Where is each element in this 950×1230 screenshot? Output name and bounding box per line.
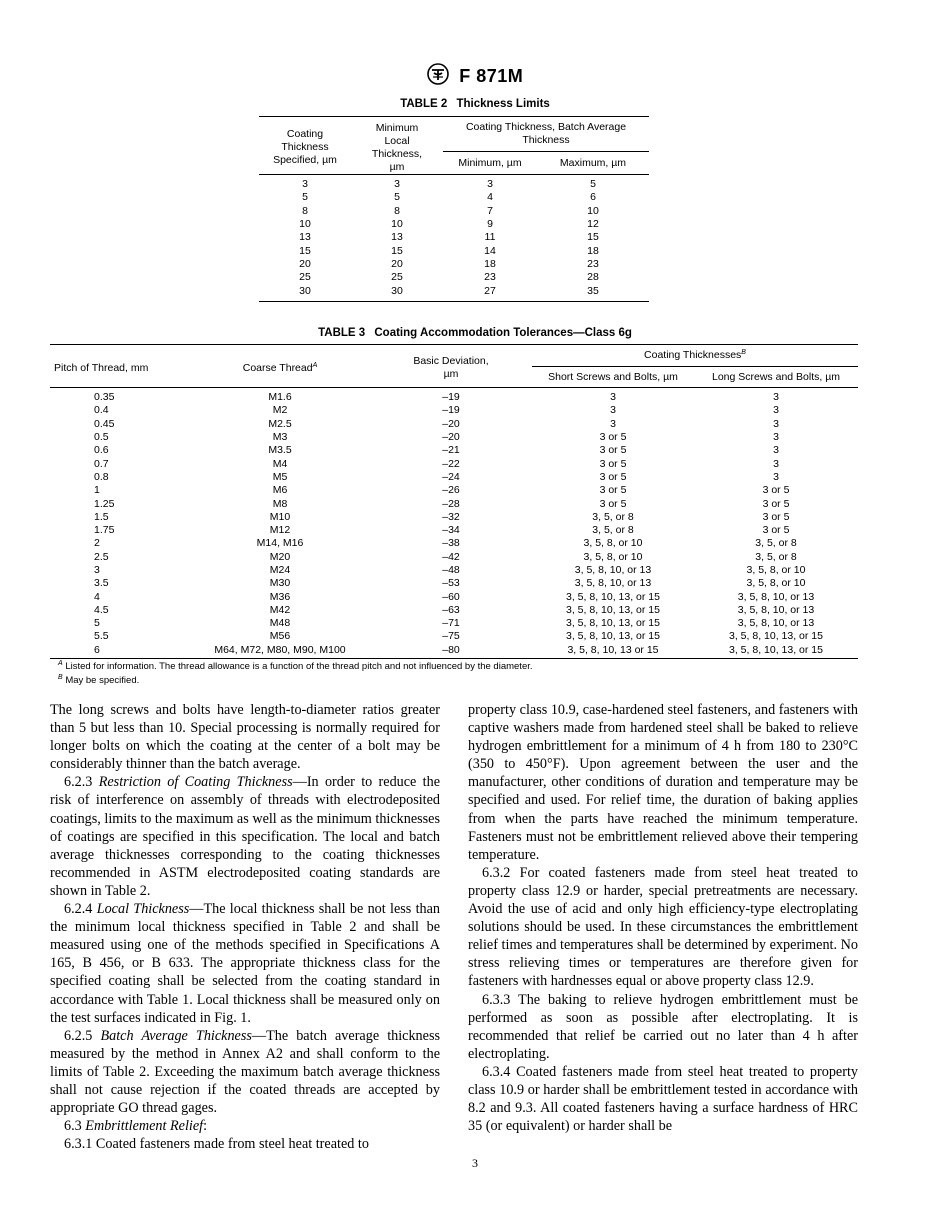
paragraph-6-3-1: 6.3.1 Coated fasteners made from steel heat treated to [64, 1136, 369, 1153]
table-cell: 3 [773, 470, 779, 483]
table-cell: 1.5 [94, 510, 109, 523]
table-cell: M8 [272, 497, 288, 510]
table-row [259, 258, 649, 271]
table-cell: 15 [587, 231, 599, 244]
table-cell: 20 [391, 257, 403, 270]
table-cell: 3, 5, 8, 10, 13, or 15 [729, 643, 823, 656]
table-cell: 0.8 [94, 470, 109, 483]
table-cell: M56 [269, 630, 291, 643]
body-left-column [50, 701, 440, 1153]
table-cell: M24 [269, 564, 291, 576]
table-cell: M3.5 [268, 444, 292, 457]
table-cell: 3, 5, 8, or 10 [583, 550, 643, 563]
table-row [50, 617, 858, 630]
table-cell: 23 [587, 257, 599, 270]
table-cell: 3 or 5 [762, 484, 790, 497]
table-row [50, 388, 858, 405]
table-cell: 3 or 5 [599, 444, 627, 457]
table-cell: 3 [94, 564, 100, 576]
table-cell: 3, 5, 8, 10, or 13 [574, 564, 652, 576]
table-cell: 5.5 [94, 630, 109, 643]
paragraph-6-3-4: 6.3.4 Coated fasteners made from steel heat treated to property class 10.9 or harder shall be embrittlement tested in accordance with 8.2 and 9.3. All coated fasteners having a surface hardness of HRC 35 (or equivalent) or harder shall be [468, 1063, 858, 1135]
table-row [50, 444, 858, 457]
table-row [50, 577, 858, 590]
paragraph-6-3-2: 6.3.2 For coated fasteners made from steel heat treated to property class 12.9 or harder, special pretreatments are necessary. Avoid the use of acid and only high efficiency-type electroplating solutions should be used. In these circumstances the embrittlement relief times and temperatures shall be determined by experiment. No stress relieving times or temperatures are therefore given for fasteners with hardnesses equal or above property class 12.9. [468, 864, 858, 990]
table-cell: 2.5 [94, 550, 109, 563]
table-cell: 3, 5, 8, 10, 13 or 15 [567, 643, 659, 656]
table-cell: 3 [610, 391, 616, 404]
table-cell: 3, 5, 8, 10, 13, or 15 [566, 617, 660, 630]
table-cell: 3, 5, 8, 10, 13, or 15 [566, 603, 660, 616]
table-cell: 5 [94, 617, 100, 630]
table-cell: 4 [94, 590, 100, 603]
table-cell: 5 [590, 178, 596, 191]
table-cell: 10 [391, 218, 403, 231]
table-cell: 0.5 [94, 431, 109, 444]
table-cell: M1.6 [268, 391, 292, 404]
table-cell: 3 or 5 [762, 524, 790, 537]
table-cell: M14, M16 [256, 537, 304, 550]
table-cell: 25 [391, 271, 403, 284]
table-cell: 3 [773, 417, 779, 430]
table-cell: 3, 5, 8, 10, or 13 [574, 577, 652, 590]
table3-footnote-a: $^A$ Listed for information. The thread allowance is a function of the thread pitch and not influenced by the diameter. [58, 660, 533, 672]
table-row [259, 191, 649, 204]
table-cell: –32 [442, 510, 460, 523]
table-cell: –22 [442, 457, 460, 470]
table-cell: 3, 5, 8, 10, 13, or 15 [729, 630, 823, 643]
table-cell: 3, 5, 8, 10, or 13 [737, 603, 815, 616]
table-cell: –42 [442, 550, 460, 563]
table3-header-short: Short Screws and Bolts, µm [548, 370, 678, 383]
table-cell: –19 [442, 404, 460, 417]
table-row [50, 524, 858, 537]
table3-header-coating-group: Coating Thicknesses$^B$ [532, 345, 858, 367]
table-cell: M5 [272, 470, 288, 483]
table-cell: 3 or 5 [599, 484, 627, 497]
table-cell: –63 [442, 603, 460, 616]
table-cell: –20 [442, 417, 460, 430]
table-cell: 2 [94, 537, 100, 550]
table2-thickness-limits [259, 116, 649, 302]
table-cell: 3 [773, 457, 779, 470]
table-row [259, 231, 649, 244]
table-cell: 3, 5, 8, or 10 [583, 537, 643, 550]
table-row [259, 175, 649, 192]
table2-number: TABLE 2 [400, 98, 448, 110]
table3-footnote-b: $^B$ May be specified. [58, 674, 140, 686]
table-cell: 10 [299, 218, 311, 231]
table-cell: –24 [442, 470, 460, 483]
table-cell: 8 [302, 204, 308, 217]
table-cell: 11 [484, 231, 496, 244]
table3-number: TABLE 3 [318, 327, 366, 339]
page-header [0, 63, 950, 90]
table-cell: M2.5 [268, 417, 292, 430]
table-cell: –60 [442, 590, 460, 603]
table-cell: 30 [299, 284, 311, 297]
table-cell: 3 or 5 [599, 457, 627, 470]
table-cell: 3 [773, 444, 779, 457]
table-cell: 9 [487, 218, 493, 231]
table2-header-batch-group: Coating Thickness, Batch Average Thickness [443, 117, 649, 152]
table-cell: 3 or 5 [599, 497, 627, 510]
table-cell: 12 [587, 218, 599, 231]
table-cell: M36 [269, 590, 291, 603]
table2-header-minimum: Minimum, µm [458, 157, 522, 169]
table-cell: –48 [442, 564, 460, 576]
table-cell: 3, 5, 8, 10, 13, or 15 [566, 590, 660, 603]
table-cell: 3 [302, 178, 308, 191]
table-cell: –21 [442, 444, 460, 457]
table-cell: 4.5 [94, 603, 109, 616]
table-row [50, 404, 858, 417]
table-cell: –26 [442, 484, 460, 497]
table-row [50, 511, 858, 524]
table-cell: 13 [391, 231, 403, 244]
table-row [50, 630, 858, 643]
table-cell: M20 [269, 550, 291, 563]
table-row [259, 271, 649, 284]
table-cell: 3, 5, or 8 [755, 537, 797, 550]
table-cell: 3 [773, 391, 779, 404]
table-cell: M6 [272, 484, 288, 497]
table-cell: 18 [484, 257, 496, 270]
paragraph-6-2-4: 6.2.4 Local Thickness—The local thickness shall be not less than the minimum local thickness specified in Table 2 and shall be measured using one of the methods specified in Specifications A 165, B 456, or B 633. The appropriate thickness class for the specified coating shall be selected from the coating standard in accordance with Table 1. Local thickness shall be measured only on the test surfaces indicated in Fig. 1. [50, 901, 441, 1026]
table-cell: 3 [773, 404, 779, 417]
table3-caption [0, 327, 950, 339]
table-cell: 23 [484, 271, 496, 284]
table-cell: 10 [587, 204, 599, 217]
table3-body [50, 388, 858, 659]
table-cell: 15 [391, 244, 403, 257]
table-cell: 3, 5, 8, 10, or 13 [737, 617, 815, 630]
table-cell: 3 or 5 [599, 431, 627, 444]
table-cell: –53 [442, 577, 460, 590]
table-row [50, 457, 858, 470]
table-cell: 3 or 5 [762, 510, 790, 523]
table-cell: 18 [587, 244, 599, 257]
table3-coating-tolerances [50, 344, 858, 659]
table-cell: –80 [442, 643, 460, 656]
table-cell: –75 [442, 630, 460, 643]
table3-title: Coating Accommodation Tolerances—Class 6g [374, 327, 632, 339]
table-cell: 3 [773, 431, 779, 444]
table-cell: 3 or 5 [762, 497, 790, 510]
table-cell: 0.35 [94, 391, 115, 404]
table-cell: 3 [610, 404, 616, 417]
astm-logo-icon [427, 63, 449, 90]
table-cell: 0.7 [94, 457, 109, 470]
table-cell: 3, 5, 8, 10, or 13 [737, 590, 815, 603]
table-row [50, 604, 858, 617]
table3-header-long: Long Screws and Bolts, µm [711, 370, 841, 383]
table-cell: 6 [590, 191, 596, 204]
table-cell: 0.4 [94, 404, 109, 417]
table-cell: 0.6 [94, 444, 109, 457]
table-row [50, 564, 858, 577]
table3-header-pitch: Pitch of Thread, mm [54, 361, 149, 374]
table-cell: 20 [299, 257, 311, 270]
table-cell: 7 [487, 204, 493, 217]
paragraph-6-3-3: 6.3.3 The baking to relieve hydrogen embrittlement must be performed as soon as possible after electroplating. It is recommended that relief be carried out no later than 4 h after electroplating. [468, 991, 858, 1062]
table2-caption [0, 98, 950, 110]
table-cell: 25 [299, 271, 311, 284]
table-cell: –34 [442, 524, 460, 537]
table-row [50, 497, 858, 510]
table-cell: 35 [587, 284, 599, 297]
table-cell: –19 [442, 391, 460, 404]
table2-title: Thickness Limits [456, 98, 550, 110]
table2-header-min-local: Minimum Local Thickness, µm [371, 121, 423, 173]
table-cell: 3, 5, 8, 10, 13, or 15 [566, 630, 660, 643]
table-row [50, 431, 858, 444]
paragraph: The long screws and bolts have length-to-diameter ratios greater than 5 but less than 10. Special processing is normally required for longer bolts on which the coating at the center of a bolt may be considerably thinner than the batch average. [50, 702, 440, 773]
table-row [50, 484, 858, 497]
table-cell: M10 [269, 510, 291, 523]
table-cell: 3, 5, 8, or 10 [746, 577, 806, 590]
table-cell: 14 [484, 244, 496, 257]
table-row [259, 205, 649, 218]
table3-header-basic-deviation: Basic Deviation, µm [413, 355, 489, 380]
table-cell: M48 [269, 617, 291, 630]
table-row [50, 471, 858, 484]
body-right-column [468, 701, 858, 1135]
table-cell: 6 [94, 643, 100, 656]
table-cell: 5 [394, 191, 400, 204]
table-cell: 3 [487, 178, 493, 191]
table-cell: –71 [442, 617, 460, 630]
table-row [259, 218, 649, 231]
table-row [50, 644, 858, 659]
table-cell: 30 [391, 284, 403, 297]
table-cell: –38 [442, 537, 460, 550]
table-row [259, 284, 649, 301]
table-cell: 3 or 5 [599, 470, 627, 483]
table-cell: 13 [299, 231, 311, 244]
table-cell: 0.45 [94, 417, 115, 430]
table-cell: 3 [394, 178, 400, 191]
table-cell: M42 [269, 603, 291, 616]
table2-header-maximum: Maximum, µm [559, 157, 627, 169]
table-cell: M30 [269, 577, 291, 590]
paragraph-6-3: 6.3 Embrittlement Relief: [64, 1118, 208, 1135]
table-cell: M3 [272, 431, 288, 444]
table-cell: 3, 5, 8, or 10 [746, 564, 806, 576]
table-row [50, 418, 858, 431]
table-cell: 27 [484, 284, 496, 297]
table-cell: 3, 5, or 8 [592, 510, 634, 523]
table2-header-specified: Coating Thickness Specified, µm [273, 128, 337, 166]
table2-body [259, 175, 649, 302]
table-row [50, 551, 858, 564]
table-cell: 1.75 [94, 524, 115, 537]
table-cell: –28 [442, 497, 460, 510]
table-cell: M4 [272, 457, 288, 470]
table-row [50, 537, 858, 550]
table-cell: 3, 5, or 8 [755, 550, 797, 563]
table-cell: 15 [299, 244, 311, 257]
table-cell: M12 [269, 524, 291, 537]
table-row [259, 244, 649, 257]
table-cell: M64, M72, M80, M90, M100 [214, 643, 346, 656]
table-cell: 3, 5, or 8 [592, 524, 634, 537]
table3-header-coarse: Coarse Thread$^A$ [242, 361, 318, 374]
table-cell: –20 [442, 431, 460, 444]
table-cell: 3.5 [94, 577, 109, 590]
table-cell: 1 [94, 484, 100, 497]
table-cell: 28 [587, 271, 599, 284]
table-cell: 1.25 [94, 497, 115, 510]
table-cell: 5 [302, 191, 308, 204]
table-row [50, 590, 858, 603]
page-number: 3 [472, 1156, 478, 1170]
paragraph-6-2-5: 6.2.5 Batch Average Thickness—The batch average thickness measured by the method in Annex A2 and shall conform to the limits of Table 2. Exceeding the maximum batch average thickness shall not cause rejection if the coated threads are accepted by appropriate GO thread gages. [50, 1027, 440, 1117]
standard-designation: F 871M [459, 66, 524, 86]
table-cell: 3 [610, 417, 616, 430]
table-cell: 4 [487, 191, 493, 204]
table-cell: 8 [394, 204, 400, 217]
table-cell: M2 [272, 404, 288, 417]
paragraph: property class 10.9, case-hardened steel fasteners, and fasteners with captive washers made from hardened steel shall be baked to relieve hydrogen embrittlement for a minimum of 4 h from 180 to 230°C (350 to 450°F). Upon agreement between the user and the manufacturer, other conditions of duration and temperature may be specified and used. For relief time, the duration of baking applies from when the parts have reached the minimum temperature. Fasteners must not be embrittlement relieved above their tempering temperature. [468, 702, 858, 863]
paragraph-6-2-3: 6.2.3 Restriction of Coating Thickness—In order to reduce the risk of interference on assembly of threads with electrodeposited coatings, limits to the maximum as well as the minimum thicknesses of coatings are specified in this specification. The local and batch average thicknesses corresponding to the coating thicknesses recommended in ASTM electrodeposited coating standards are shown in Table 2. [50, 774, 441, 899]
